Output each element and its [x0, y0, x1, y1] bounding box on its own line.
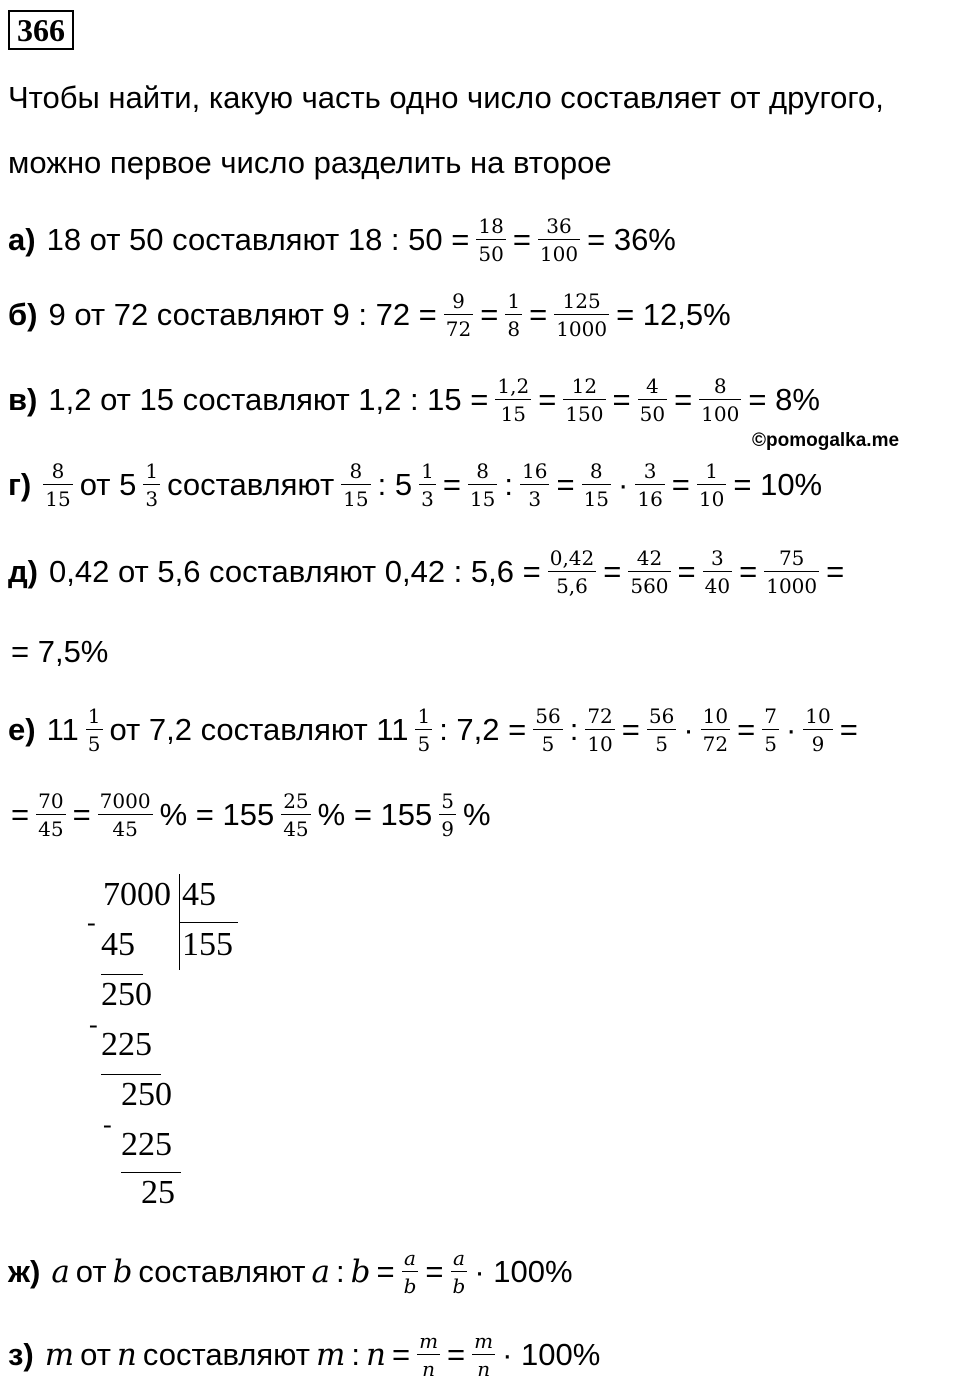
expression-text: =	[442, 467, 461, 502]
fraction	[439, 791, 456, 839]
fraction-numerator: 42	[636, 546, 663, 570]
expression-text: =	[376, 1254, 395, 1289]
expression-text: · 100%	[474, 1254, 573, 1289]
fraction-denominator: 45	[38, 817, 64, 841]
division-step-1: 45	[101, 926, 135, 963]
division-dividend: 7000	[103, 876, 171, 913]
expression-text: = 36%	[587, 222, 676, 257]
fraction	[628, 548, 670, 596]
solution-line-z	[8, 1325, 603, 1385]
division-minus-3: -	[103, 1110, 112, 1139]
division-step-5: 225	[121, 1126, 172, 1163]
solution-line-g	[8, 455, 825, 515]
division-line-1	[101, 974, 143, 975]
intro-line-2: можно первое число разделить на второе	[8, 145, 612, 180]
fraction-denominator: 10	[587, 732, 613, 756]
fraction-numerator: 125	[562, 289, 601, 313]
fraction	[585, 706, 614, 754]
fraction-numerator: 8	[349, 459, 363, 483]
fraction-numerator: 0,42	[549, 546, 595, 570]
solution-line-e-cont	[8, 785, 494, 845]
variable: a	[51, 1254, 70, 1290]
fraction-denominator: 72	[702, 732, 729, 756]
expression-text: от	[75, 1254, 107, 1289]
expression-text: = 12,5%	[616, 297, 731, 332]
fraction-numerator: 75	[778, 546, 805, 570]
fraction-denominator: 45	[283, 817, 309, 841]
division-line-2	[101, 1074, 161, 1075]
watermark: ©pomogalka.me	[752, 430, 900, 451]
fraction-numerator: 3	[711, 546, 724, 570]
fraction	[701, 706, 730, 754]
fraction-denominator: n	[422, 1357, 435, 1381]
fraction-denominator: 16	[637, 487, 663, 511]
expression-text: : 7,2 =	[439, 712, 527, 747]
division-minus-2: -	[89, 1010, 98, 1039]
fraction-denominator: 3	[528, 487, 542, 511]
fraction-denominator: 50	[639, 402, 666, 426]
division-remainder: 25	[141, 1174, 175, 1211]
fraction-numerator: 1	[421, 459, 434, 483]
division-divisor: 45	[182, 876, 216, 913]
fraction-numerator: 10	[805, 704, 831, 728]
fraction-numerator: 36	[546, 214, 572, 238]
fraction-numerator: 8	[589, 459, 603, 483]
problem-number: 366	[8, 10, 74, 50]
fraction-denominator: 5	[764, 732, 777, 756]
variable: m	[315, 1337, 346, 1373]
expression-text: от	[80, 1337, 111, 1372]
expression-text: =	[72, 797, 91, 832]
division-step-3: 225	[101, 1026, 152, 1063]
expression-text: =	[621, 712, 640, 747]
fraction-numerator: 1	[705, 459, 718, 483]
solution-line-v	[8, 370, 823, 430]
fraction	[415, 706, 432, 754]
solution-line-d	[8, 542, 847, 602]
variable: a	[311, 1254, 330, 1290]
fraction-numerator: 70	[38, 789, 64, 813]
expression-text: 18 от 50 составляют 18 : 50 =	[46, 222, 470, 257]
fraction-denominator: 8	[507, 317, 521, 341]
fraction	[635, 461, 664, 509]
variable: n	[116, 1337, 137, 1373]
expression-text: =	[612, 382, 631, 417]
fraction-denominator: 5	[417, 732, 431, 756]
fraction-numerator: m	[474, 1329, 494, 1353]
expression-text: :	[504, 467, 513, 502]
fraction-numerator: 56	[535, 704, 561, 728]
fraction-numerator: 10	[702, 704, 729, 728]
fraction	[402, 1248, 419, 1296]
variable: m	[44, 1337, 75, 1373]
fraction-numerator: 16	[522, 459, 548, 483]
fraction	[495, 376, 531, 424]
expression-text: 9 от 72 составляют 9 : 72 =	[48, 297, 437, 332]
fraction-denominator: 50	[478, 242, 504, 266]
fraction-numerator: 9	[452, 289, 465, 313]
fraction-denominator: 5	[655, 732, 668, 756]
fraction-denominator: 10	[698, 487, 725, 511]
expression-text: от 5	[79, 467, 137, 502]
fraction-numerator: 8	[476, 459, 490, 483]
expression-text: =	[11, 797, 30, 832]
item-label: б)	[8, 297, 38, 332]
fraction	[417, 1331, 440, 1379]
fraction-denominator: 15	[469, 487, 496, 511]
fraction	[563, 376, 605, 424]
fraction-denominator: 5	[541, 732, 555, 756]
fraction	[703, 548, 732, 596]
fraction	[647, 706, 676, 754]
expression-text: ·	[785, 712, 797, 747]
fraction-denominator: 5,6	[556, 574, 588, 598]
fraction-numerator: 8	[51, 459, 65, 483]
expression-text: =	[739, 554, 758, 589]
fraction	[98, 791, 153, 839]
expression-text: =	[529, 297, 548, 332]
variable: n	[366, 1337, 386, 1373]
fraction-denominator: 15	[45, 487, 71, 511]
fraction-numerator: 3	[643, 459, 657, 483]
expression-text: =	[391, 1337, 411, 1372]
fraction	[476, 216, 505, 264]
fraction-denominator: 9	[811, 732, 825, 756]
intro-line-1: Чтобы найти, какую часть одно число составляет от другого,	[8, 80, 884, 115]
expression-text: =	[671, 467, 690, 502]
fraction	[764, 548, 819, 596]
fraction-numerator: 1	[417, 704, 431, 728]
expression-text: = 8%	[748, 382, 820, 417]
fraction-numerator: 5	[441, 789, 455, 813]
variable: b	[350, 1254, 371, 1290]
fraction-denominator: 3	[421, 487, 434, 511]
fraction-numerator: 4	[645, 374, 659, 398]
fraction	[762, 706, 779, 754]
expression-text: =	[447, 1337, 466, 1372]
fraction	[520, 461, 549, 509]
expression-text: :	[351, 1337, 360, 1372]
fraction-denominator: 9	[441, 817, 455, 841]
expression-text: =	[839, 712, 858, 747]
fraction-denominator: n	[477, 1357, 491, 1381]
fraction-denominator: 15	[343, 487, 369, 511]
fraction-numerator: 72	[587, 704, 613, 728]
expression-text: =	[538, 382, 557, 417]
fraction-numerator: 1,2	[497, 374, 530, 398]
fraction	[548, 548, 597, 596]
fraction	[554, 291, 609, 339]
fraction-numerator: 8	[713, 374, 727, 398]
fraction	[505, 291, 522, 339]
fraction	[803, 706, 832, 754]
expression-text: % = 155	[317, 797, 433, 832]
division-line-3	[121, 1172, 181, 1173]
fraction-numerator: 1	[87, 704, 101, 728]
fraction-numerator: 1	[507, 289, 521, 313]
expression-text: 11	[46, 712, 79, 747]
item-label: ж)	[8, 1254, 41, 1289]
fraction	[281, 791, 310, 839]
division-step-2: 250	[101, 976, 152, 1013]
expression-text: составляют	[142, 1337, 310, 1372]
expression-text: составляют	[167, 467, 335, 502]
fraction-denominator: 3	[145, 487, 159, 511]
fraction-denominator: b	[403, 1274, 417, 1298]
variable: b	[112, 1254, 133, 1290]
fraction-denominator: 100	[539, 242, 579, 266]
expression-text: =	[603, 554, 622, 589]
expression-text: составляют	[138, 1254, 306, 1289]
item-label: е)	[8, 712, 36, 747]
expression-text: =	[677, 554, 696, 589]
fraction	[472, 1331, 495, 1379]
fraction-numerator: a	[404, 1246, 416, 1270]
expression-text: =	[480, 297, 499, 332]
fraction-numerator: 7000	[99, 789, 151, 813]
expression-text: от 7,2 составляют 11	[109, 712, 409, 747]
expression-text: :	[569, 712, 579, 747]
fraction-denominator: 1000	[556, 317, 608, 341]
fraction-denominator: 45	[112, 817, 138, 841]
fraction	[697, 461, 726, 509]
fraction-numerator: 25	[283, 789, 309, 813]
fraction	[36, 791, 65, 839]
fraction	[638, 376, 667, 424]
fraction-denominator: b	[452, 1274, 466, 1298]
solution-line-d-cont	[8, 622, 111, 682]
item-label: а)	[8, 222, 36, 257]
expression-text: % = 155	[159, 797, 275, 832]
expression-text: ·	[683, 712, 694, 747]
item-label: г)	[8, 467, 32, 502]
fraction-numerator: 12	[571, 374, 598, 398]
fraction-denominator: 560	[630, 574, 669, 598]
fraction-denominator: 40	[704, 574, 731, 598]
fraction	[419, 461, 436, 509]
fraction-denominator: 15	[583, 487, 610, 511]
fraction	[699, 376, 741, 424]
item-label: д)	[8, 554, 39, 589]
expression-text: 0,42 от 5,6 составляют 0,42 : 5,6 =	[49, 554, 541, 589]
fraction-numerator: 56	[648, 704, 675, 728]
fraction	[341, 461, 370, 509]
solution-line-e	[8, 700, 861, 760]
expression-text: =	[737, 712, 756, 747]
expression-text: ·	[618, 467, 629, 502]
fraction-numerator: m	[419, 1329, 439, 1353]
fraction-denominator: 100	[701, 402, 740, 426]
fraction	[143, 461, 160, 509]
division-step-4: 250	[121, 1076, 172, 1113]
fraction	[451, 1248, 468, 1296]
fraction	[468, 461, 497, 509]
long-division	[85, 870, 265, 1220]
fraction	[86, 706, 103, 754]
fraction	[43, 461, 72, 509]
division-divisor-line	[180, 922, 238, 923]
expression-text: = 7,5%	[11, 634, 109, 669]
fraction-numerator: 1	[145, 459, 159, 483]
expression-text: %	[463, 797, 491, 832]
expression-text: = 10%	[733, 467, 823, 502]
fraction-denominator: 150	[565, 402, 604, 426]
fraction	[582, 461, 611, 509]
item-label: в)	[8, 382, 38, 417]
expression-text: =	[556, 467, 575, 502]
solution-line-zh	[8, 1242, 576, 1302]
fraction-numerator: 7	[764, 704, 777, 728]
expression-text: =	[425, 1254, 444, 1289]
solution-line-a	[8, 210, 679, 270]
solution-line-b	[8, 285, 734, 345]
item-label: з)	[8, 1337, 34, 1372]
expression-text: =	[826, 554, 845, 589]
expression-text: 1,2 от 15 составляют 1,2 : 15 =	[48, 382, 489, 417]
fraction	[538, 216, 580, 264]
fraction-denominator: 15	[500, 402, 527, 426]
fraction-numerator: a	[452, 1246, 465, 1270]
fraction	[444, 291, 473, 339]
fraction	[533, 706, 562, 754]
expression-text: =	[674, 382, 693, 417]
expression-text: =	[512, 222, 531, 257]
fraction-denominator: 5	[87, 732, 101, 756]
fraction-denominator: 1000	[766, 574, 818, 598]
division-quotient: 155	[182, 926, 233, 963]
fraction-numerator: 18	[478, 214, 504, 238]
expression-text: · 100%	[502, 1337, 601, 1372]
fraction-denominator: 72	[445, 317, 472, 341]
expression-text: : 5	[377, 467, 413, 502]
expression-text: :	[336, 1254, 345, 1289]
division-minus-1: -	[87, 908, 96, 937]
